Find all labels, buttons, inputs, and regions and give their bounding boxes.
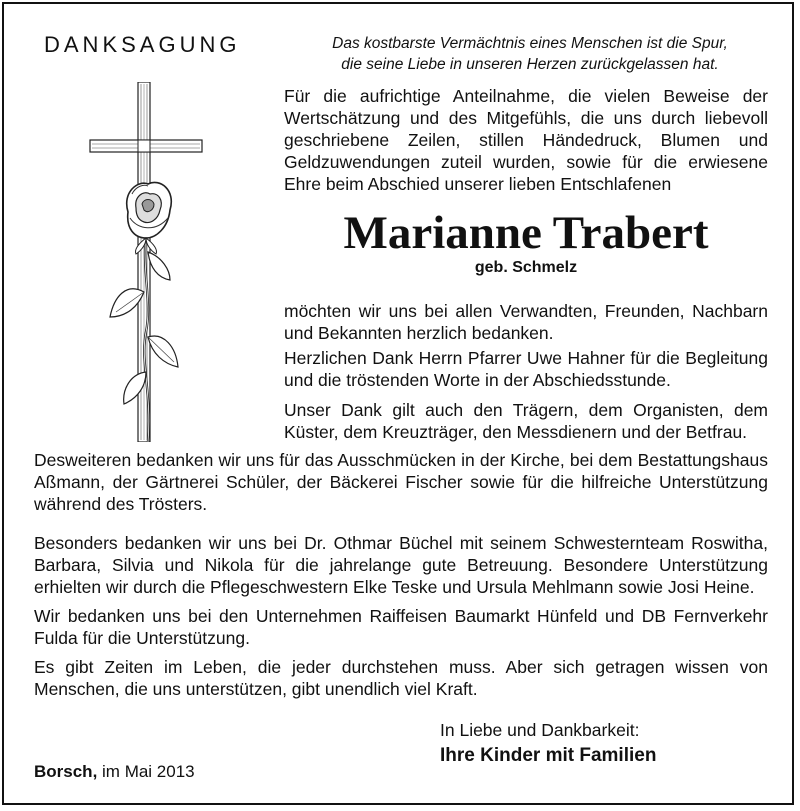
thanks-paragraph-2: Herzlichen Dank Herrn Pfarrer Uwe Hahner für die Begleitung und die tröstenden Worte in der Abschiedsstunde.: [284, 348, 768, 390]
date: im Mai 2013: [102, 762, 195, 781]
motto-line-2: die seine Liebe in unseren Herzen zurückgelassen hat.: [341, 56, 719, 73]
signers: Ihre Kinder mit Familien: [440, 745, 657, 766]
thanks-paragraph-4: Desweiteren bedanken wir uns für das Ausschmücken in der Kirche, bei dem Bestattungshaus Aßmann, der Gärtnerei Schüler, der Bäckerei Fischer sowie für die hilfreiche Unterstützung während des Trösters.: [34, 450, 768, 514]
notice-heading: DANKSAGUNG: [44, 32, 241, 57]
motto-line-1: Das kostbarste Vermächtnis eines Menschen ist die Spur,: [332, 35, 728, 52]
birth-name: geb. Schmelz: [474, 259, 578, 276]
closing-line: In Liebe und Dankbarkeit:: [440, 720, 640, 740]
cross-with-rose-illustration: [86, 82, 206, 442]
thanks-paragraph-5: Besonders bedanken wir uns bei Dr. Othmar Büchel mit seinem Schwesternteam Roswitha, Barbara, Silvia und Nikola für die jahrelange gute Betreuung. Besondere Unterstützung erhielten wir durch die Pflegeschwestern Elke Teske und Ursula Mehlmann sowie Josi Heine.: [34, 533, 768, 597]
motto: [300, 33, 760, 75]
thanks-paragraph-1: möchten wir uns bei allen Verwandten, Freunden, Nachbarn und Bekannten herzlich bedanken.: [284, 301, 768, 343]
deceased-name: Marianne Trabert: [343, 207, 709, 259]
thanks-paragraph-3: Unser Dank gilt auch den Trägern, dem Organisten, dem Küster, dem Kreuzträger, den Messdienern und der Betfrau.: [284, 400, 768, 442]
place-date: [34, 762, 195, 782]
intro-text: Für die aufrichtige Anteilnahme, die vielen Beweise der Wertschätzung und des Mitgefühls, die uns durch liebevoll geschriebene Zeilen, stillen Händedruck, Blumen und Geldzuwendungen zuteil wurden, sowie für die erwiesene Ehre beim Abschied unserer lieben Entschlafenen: [284, 86, 768, 194]
thanks-paragraph-7: Es gibt Zeiten im Leben, die jeder durchstehen muss. Aber sich getragen wissen von Menschen, die uns unterstützen, gibt unendlich viel Kraft.: [34, 657, 768, 699]
thanks-paragraph-6: Wir bedanken uns bei den Unternehmen Raiffeisen Baumarkt Hünfeld und DB Fernverkehr Fulda für die Unterstützung.: [34, 606, 768, 648]
place: Borsch,: [34, 762, 98, 781]
